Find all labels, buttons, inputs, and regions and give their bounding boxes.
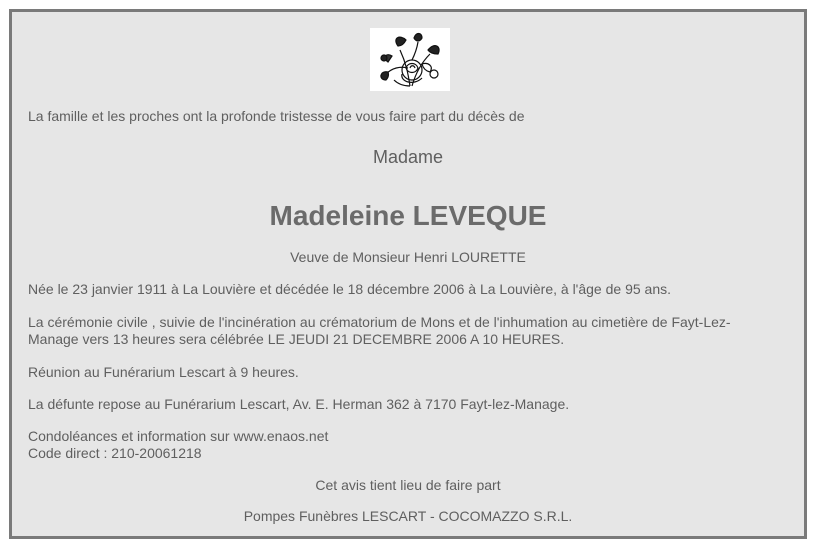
code-direct-text: Code direct : 210-20061218 — [28, 445, 202, 461]
ceremony-text-line1: La cérémonie civile , suivie de l'incinération au crématorium de Mons et de l'inhumation au cimetière de Fayt-Lez- — [28, 314, 731, 330]
ceremony-text-line2: Manage vers 13 heures sera célébrée LE JEUDI 21 DECEMBRE 2006 A 10 HEURES. — [28, 331, 565, 347]
widow-of-text: Veuve de Monsieur Henri LOURETTE — [290, 249, 526, 265]
flower-emblem-icon — [370, 28, 450, 91]
avis-text: Cet avis tient lieu de faire part — [315, 477, 501, 493]
birth-death-text: Née le 23 janvier 1911 à La Louvière et décédée le 18 décembre 2006 à La Louvière, à l'âge de 95 ans. — [28, 281, 671, 297]
deceased-name: Madeleine LEVEQUE — [269, 200, 547, 231]
funeral-home-text: Pompes Funèbres LESCART - COCOMAZZO S.R.L. — [243, 508, 573, 524]
repose-text: La défunte repose au Funérarium Lescart, Av. E. Herman 362 à 7170 Fayt-lez-Manage. — [28, 396, 570, 412]
salutation: Madame — [372, 147, 444, 167]
reunion-text: Réunion au Funérarium Lescart à 9 heures. — [28, 364, 299, 380]
condolences-text: Condoléances et information sur www.enaos.net — [28, 428, 329, 444]
death-notice-card — [9, 9, 807, 539]
intro-text: La famille et les proches ont la profonde tristesse de vous faire part du décès de — [28, 108, 525, 124]
